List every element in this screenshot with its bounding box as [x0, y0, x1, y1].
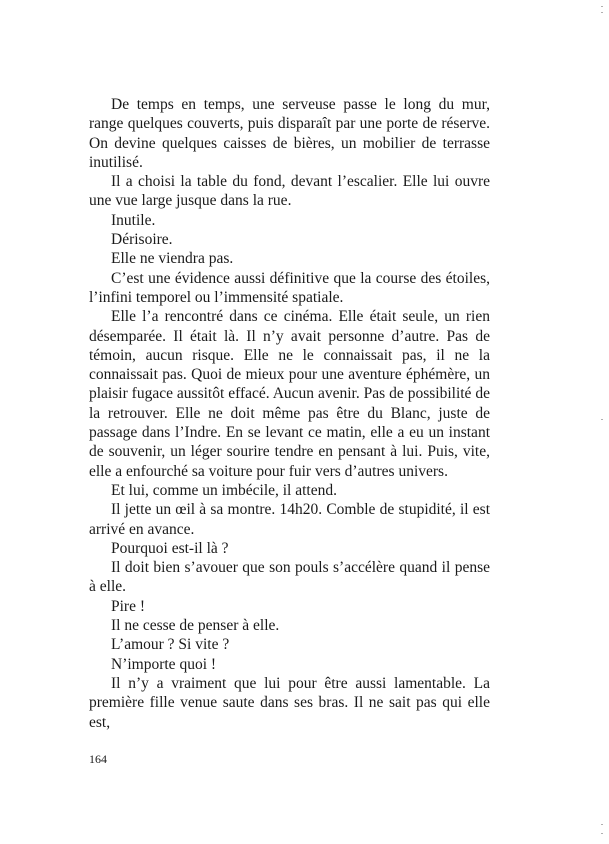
page-number: 164: [89, 752, 107, 766]
paragraph-10: Pourquoi est-il là ?: [111, 539, 229, 557]
body-text: [89, 95, 490, 732]
paragraph-13: Il ne cesse de penser à elle.: [111, 617, 280, 635]
paragraph-6: C’est une évidence aussi définitive que la course des étoiles, l’infini temporel ou l’immensité spatiale.: [89, 269, 490, 306]
paragraph-15: N’importe quoi !: [111, 655, 217, 673]
crop-mark: [601, 12, 603, 13]
paragraph-3: Inutile.: [111, 211, 156, 229]
crop-mark: [601, 419, 603, 420]
paragraph-11: Il doit bien s’avouer que son pouls s’accélère quand il pense à elle.: [89, 559, 490, 596]
paragraph-8: Et lui, comme un imbécile, il attend.: [111, 481, 337, 499]
paragraph-4: Dérisoire.: [111, 231, 173, 249]
crop-mark: [601, 833, 603, 834]
paragraph-5: Elle ne viendra pas.: [111, 250, 234, 268]
paragraph-14: L’amour ? Si vite ?: [111, 636, 230, 654]
crop-mark: [601, 824, 603, 825]
paragraph-7: Elle l’a rencontré dans ce cinéma. Elle était seule, un rien désemparée. Il était là. Il n’y avait personne d’autre. Pas de témoin, aucun risque. Elle ne le connaissait pas, il ne la connaissait pas. Quoi de mieux pour une aventure éphémère, un plaisir fugace aussitôt effacé. Aucun avenir. Pas de possibilité de la retrouver. Elle ne doit même pas être du Blanc, juste de passage dans l’Indre. En se levant ce matin, elle a eu un instant de souvenir, un léger sourire tendre en pensant à lui. Puis, vite, elle a enfourché sa voiture pour fuir vers d’autres univers.: [89, 308, 490, 480]
paragraph-1: De temps en temps, une serveuse passe le long du mur, range quelques couverts, puis disparaît par une porte de réserve. On devine quelques caisses de bières, un mobilier de terrasse inutilisé.: [89, 96, 490, 171]
crop-mark: [601, 6, 603, 7]
paragraph-16: Il n’y a vraiment que lui pour être aussi lamentable. La première fille venue saute dans ses bras. Il ne sait pas qui elle est,: [89, 674, 490, 731]
paragraph-2: Il a choisi la table du fond, devant l’escalier. Elle lui ouvre une vue large jusque dans la rue.: [89, 173, 490, 210]
paragraph-12: Pire !: [111, 597, 146, 615]
paragraph-9: Il jette un œil à sa montre. 14h20. Comble de stupidité, il est arrivé en avance.: [89, 501, 490, 538]
